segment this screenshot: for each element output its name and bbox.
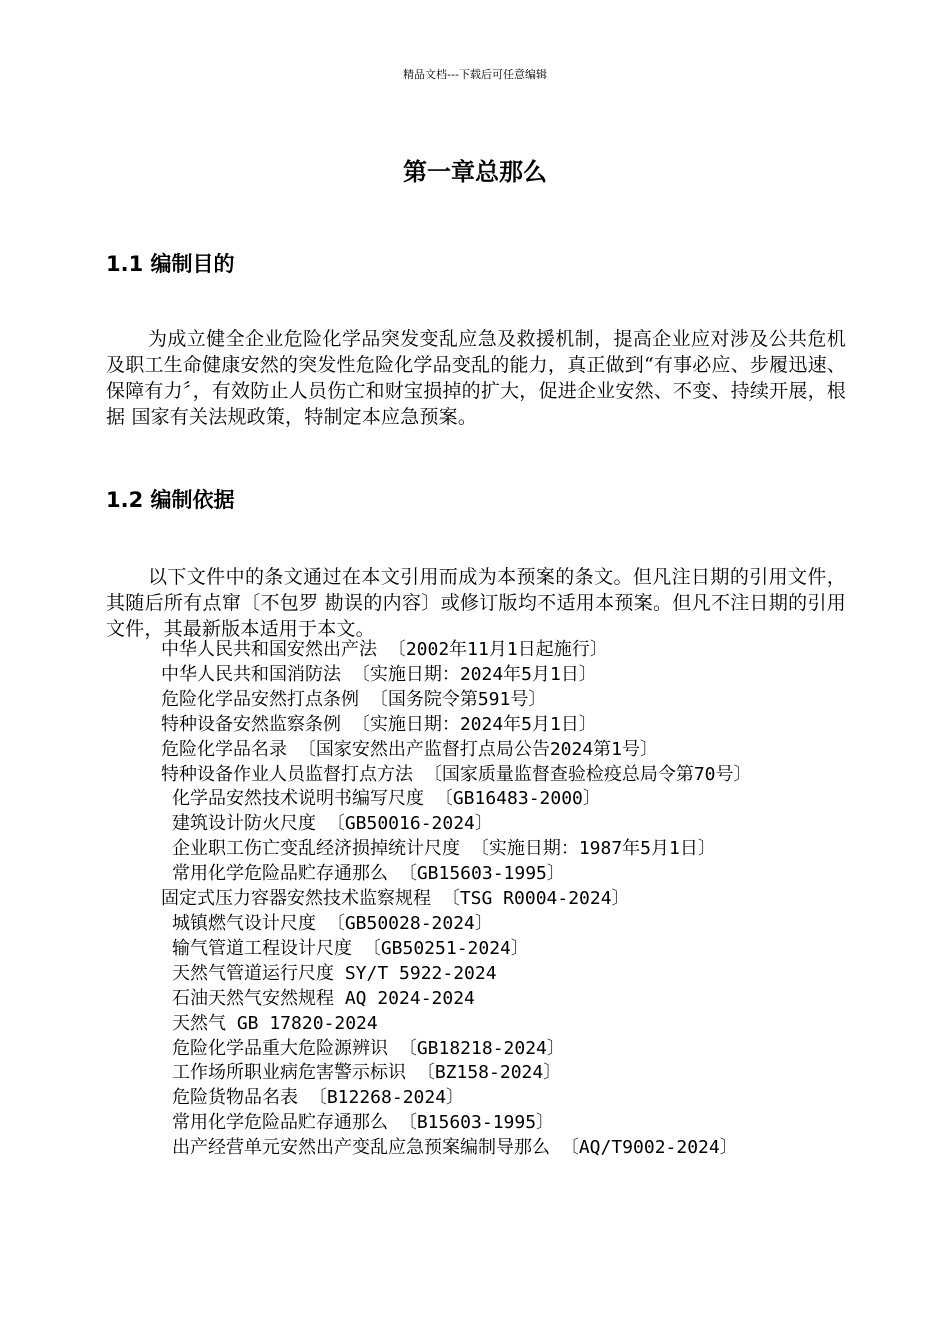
chapter-title: 第一章总那么 (403, 158, 547, 186)
section-title-purpose: 1.1 编制目的 (106, 252, 235, 276)
reference-item: 石油天然气安然规程 AQ 2024-2024 (172, 987, 475, 1009)
reference-list (106, 638, 851, 1161)
section-paragraph-basis: 以下文件中的条文通过在本文引用而成为本预案的条文。但凡注日期的引用文件，其随后所有点窜〔不包罗 勘误的内容〕或修订版均不适用本预案。但凡不注日期的引用文件，其最新版本适用于本文。 (106, 566, 846, 640)
section-paragraph-purpose: 为成立健全企业危险化学品突发变乱应急及救援机制，提高企业应对涉及公共危机及职工生命健康安然的突发性危险化学品变乱的能力，真正做到“有事必应、步履迅速、保障有力〞，有效防止人员伤亡和财宝损掉的扩大，促进企业安然、不变、持续开展，根据 国家有关法规政策，特制定本应急预案。 (106, 328, 846, 428)
reference-item: 中华人民共和国安然出产法 〔2002年11月1日起施行〕 (161, 639, 608, 660)
page-header: 精品文档---下载后可任意编辑 (403, 68, 547, 81)
reference-item: 危险化学品安然打点条例 〔国务院令第591号〕 (161, 688, 547, 710)
reference-item: 危险货物品名表 〔B12268-2024〕 (172, 1087, 465, 1109)
reference-item: 特种设备作业人员监督打点方法 〔国家质量监督查验检疫总局令第70号〕 (161, 763, 752, 785)
reference-item: 特种设备安然监察条例 〔实施日期：2024年5月1日〕 (161, 713, 597, 735)
reference-item: 企业职工伤亡变乱经济损掉统计尺度 〔实施日期：1987年5月1日〕 (172, 838, 716, 860)
reference-item: 常用化学危险品贮存通那么 〔GB15603-1995〕 (172, 863, 565, 885)
reference-item: 危险化学品重大危险源辨识 〔GB18218-2024〕 (172, 1037, 565, 1059)
reference-item: 化学品安然技术说明书编写尺度 〔GB16483-2000〕 (172, 788, 601, 810)
reference-item: 固定式压力容器安然技术监察规程 〔TSG R0004-2024〕 (161, 888, 630, 910)
reference-item: 中华人民共和国消防法 〔实施日期：2024年5月1日〕 (161, 663, 597, 685)
reference-item: 常用化学危险品贮存通那么 〔B15603-1995〕 (172, 1112, 555, 1134)
reference-item: 出产经营单元安然出产变乱应急预案编制导那么 〔AQ/T9002-2024〕 (172, 1137, 738, 1159)
reference-item: 天然气管道运行尺度 SY/T 5922-2024 (172, 962, 497, 984)
reference-item: 城镇燃气设计尺度 〔GB50028-2024〕 (172, 912, 493, 934)
reference-item: 工作场所职业病危害警示标识 〔BZ158-2024〕 (172, 1062, 562, 1084)
section-title-basis: 1.2 编制依据 (106, 488, 235, 512)
reference-item: 危险化学品名录 〔国家安然出产监督打点局公告2024第1号〕 (161, 738, 659, 760)
reference-item: 天然气 GB 17820-2024 (172, 1012, 378, 1034)
reference-item: 输气管道工程设计尺度 〔GB50251-2024〕 (172, 937, 529, 959)
reference-item: 建筑设计防火尺度 〔GB50016-2024〕 (172, 813, 493, 835)
